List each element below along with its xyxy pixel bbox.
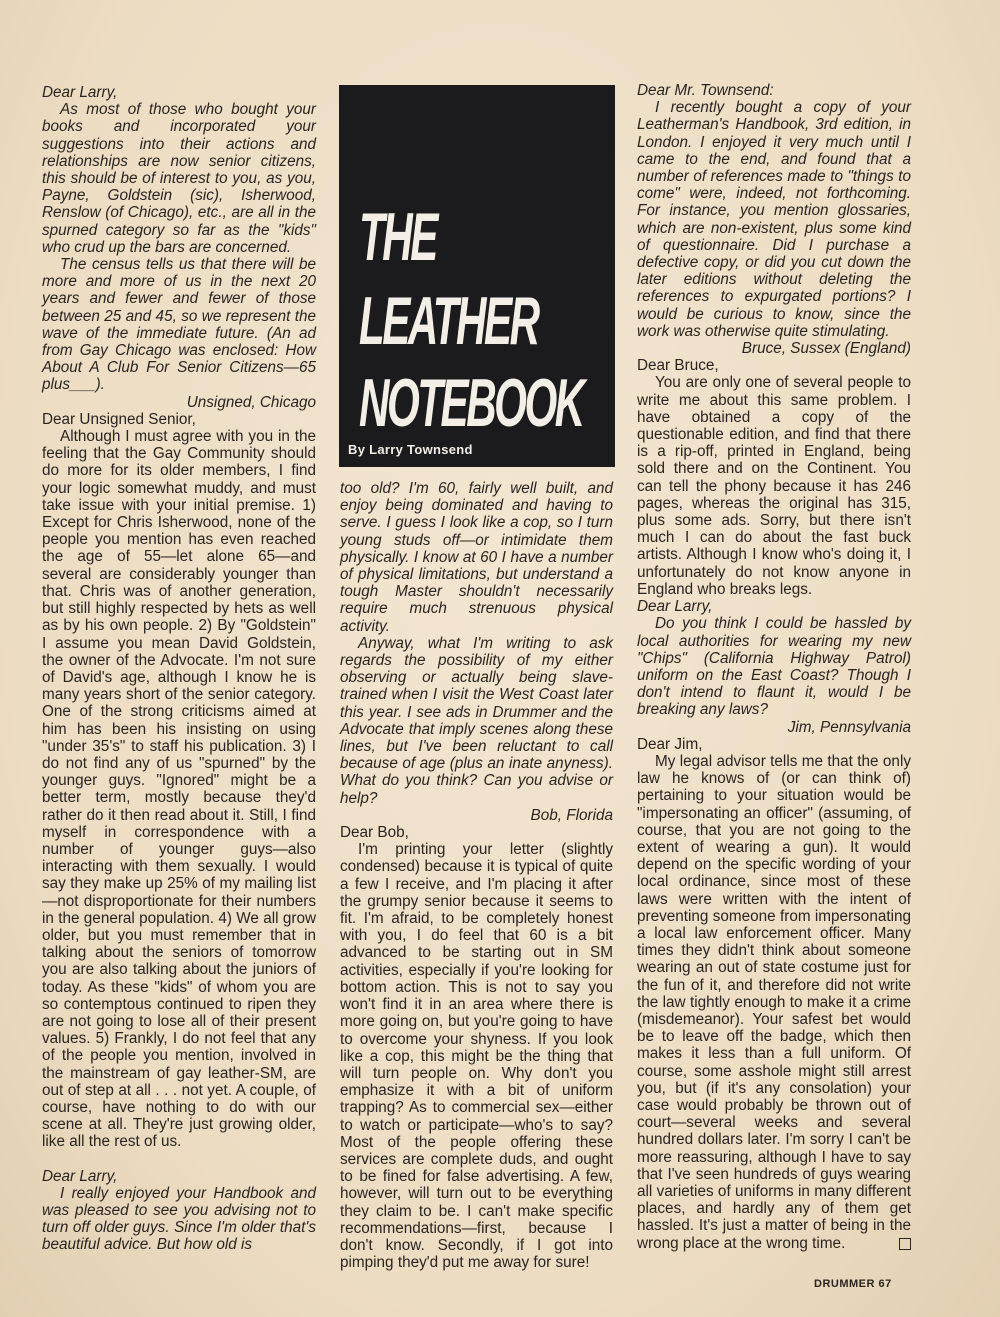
letter-signature: Unsigned, Chicago: [186, 393, 316, 411]
letter-salutation: Dear Larry,: [637, 598, 713, 616]
letter-salutation: Dear Larry,: [42, 1167, 118, 1185]
reply-salutation: Dear Jim,: [637, 735, 703, 753]
byline: By Larry Townsend: [348, 442, 473, 457]
column-3: [637, 82, 911, 1252]
letter-paragraph: Do you think I could be hassled by local authorities for wearing my new "Chips" (California Highway Patrol) uniform on the East Coast? Though I don't intend to flaunt it, would I be breaking any laws?: [637, 615, 911, 719]
reply-salutation: Dear Unsigned Senior,: [42, 410, 196, 428]
title-line: NOTEBOOK: [359, 365, 583, 441]
reply-paragraph: [637, 753, 911, 1252]
reply-paragraph: Although I must agree with you in the feeling that the Gay Community should do more for its older members, I find your logic somewhat muddy, and must take issue with your initial premise. 1) Except for Chris Isherwood, none of the people you mention has even reached the age of 55—let alone 65—and several are considerably younger than that. Chris was of another generation, but still highly respected by hets as well as by his own people. 2) By "Goldstein" I assume you mean David Goldstein, the owner of the Advocate. I'm not sure of David's age, although I know he is many years short of the senior category. One of the strong criticisms aimed at him has been his insisting on using "under 35's" to staff his publication. 3) I do not find any of us "spurned" by the younger guys. "Ignored" might be a better term, mostly because they'd rather do it then read about it. Still, I find myself in correspondence with a number of younger guys—also interacting with them sexually. I would say they make up 25% of my mailing list—not disproportionate for their numbers in the general population. 4) We all grow older, but you must remember that in talking about the seniors of tomorrow you are also talking about the juniors of today. As these "kids" of whom you are so contemptous continued to ripen they are not going to lose all of their present values. 5) Frankly, I do not feel that any of the people you mention, involved in the mainstream of gay leather-SM, are out of step at all . . . not yet. A couple, of course, have nothing to do with our scene at all. They're just growing older, like all the rest of us.: [42, 428, 316, 1151]
letter-paragraph: As most of those who bought your books and incorporated your suggestions into their actions and relationships are now senior citizens, this should be of interest to you, as you, Payne, Goldstein (sic), Isherwood, Renslow (of Chicago), etc., are all in the spurned category so far as the "kids" who crud up the bars are concerned.: [42, 101, 316, 256]
reply-salutation: Dear Bob,: [340, 824, 409, 842]
reply-paragraph: You are only one of several people to write me about this same problem. I have obtained a copy of the questionable edition, and find that there is a rip-off, printed in England, being sold there and on the Continent. You can tell the phony because it has 246 pages, whereas the original has 315, plus some ads. Sorry, but there isn't much I can do about the fast buck artists. Although I know who's doing it, I unfortunately do not know anyone in England who breaks legs.: [637, 374, 911, 598]
column-1: [42, 84, 316, 1254]
title-line: THE: [359, 199, 436, 275]
letter-salutation: Dear Larry,: [42, 84, 118, 101]
letter-salutation: Dear Mr. Townsend:: [637, 82, 774, 99]
end-of-article-mark: [899, 1238, 911, 1250]
page-folio: DRUMMER 67: [814, 1278, 892, 1290]
letter-paragraph: I recently bought a copy of your Leatherman's Handbook, 3rd edition, in London. I enjoyed it very much until I came to the end, and found that a number of references made to "things to come" were, indeed, not forthcoming. For instance, you mention glossaries, which are non-existent, plus some kind of questionnaire. Did I purchase a defective copy, or did you cut down the later editions without deleting the references to expurgated portions? I would be curious to know, since the work was otherwise quite stimulating.: [637, 99, 911, 340]
column-title-box: [339, 85, 615, 467]
letter-paragraph: Anyway, what I'm writing to ask regards the possibility of my either observing or actually being slave-trained when I visit the West Coast later this year. I see ads in Drummer and the Advocate that imply scenes along these lines, but I've been reluctant to call because of age (plus an inate anyness). What do you think? Can you advise or help?: [340, 634, 613, 807]
letter-signature: Bob, Florida: [530, 806, 613, 824]
letter-paragraph: too old? I'm 60, fairly well built, and enjoy being dominated and having to serve. I guess I look like a cop, so I turn young studs off—or intimidate them physically. I know at 60 I have a number of physical limitations, but understand a tough Master shouldn't necessarily require much strenuous physical activity.: [340, 480, 613, 635]
reply-paragraph: I'm printing your letter (slightly condensed) because it is typical of quite a few I receive, and I'm placing it after the grumpy senior because it seems to fit. I'm afraid, to be completely honest with you, I do feel that 60 is a bit advanced to be starting out in SM activities, especially if you're looking for bottom action. This is not to say you won't find it in an area where there is more going on, but you're going to have to overcome your shyness. If you look like a cop, this might be the thing that will turn people on. Why don't you emphasize it with a bit of uniform trapping? As to commercial sex—either to watch or participate—who's to say? Most of the people offering these services are complete duds, and ought to be fined for false advertising. A few, however, will turn out to be everything they claim to be. I can't make specific recommendations—first, because I don't know. Secondly, if I got into pimping they'd put me away for sure!: [340, 841, 613, 1272]
title-line: LEATHER: [359, 283, 538, 359]
reply-salutation: Dear Bruce,: [637, 357, 719, 375]
reply-text: My legal advisor tells me that the only law he knows of (or can think of) pertaining to your situation would be "impersonating an officer" (assuming, of course, that you are not going to the extent of wearing a gun). It would depend on the specific wording of your local ordinance, since most of these laws were written with the intent of preventing someone from impersonating a local law enforcement officer. Many times they didn't think about someone wearing an out of state costume just for the fun of it, and therefore did not write the law tightly enough to make it a crime (misdemeanor). Your safest bet would be to leave off the badge, which then makes it less than a full uniform. Of course, some asshole might still arrest you, but (if it's any consolation) your case would probably be thrown out of court—several weeks and several hundred dollars later. I'm sorry I can't be more reassuring, although I have to say that I've seen hundreds of guys wearing all varieties of uniforms in many different places, and hardly any of them get hassled. It's just a matter of being in the wrong place at the wrong time.: [637, 752, 911, 1252]
column-2: [340, 480, 613, 1271]
letter-paragraph: I really enjoyed your Handbook and was pleased to see you advising not to turn off older guys. Since I'm older that's beautiful advice. But how old is: [42, 1184, 316, 1254]
letter-signature: Jim, Pennsylvania: [787, 718, 911, 736]
letter-paragraph: The census tells us that there will be more and more of us in the next 20 years and fewer and fewer of those between 25 and 45, so we represent the wave of the immediate future. (An ad from Gay Chicago was enclosed: How About A Club For Senior Citizens—65 plus___).: [42, 256, 316, 394]
letter-signature: Bruce, Sussex (England): [741, 340, 911, 358]
